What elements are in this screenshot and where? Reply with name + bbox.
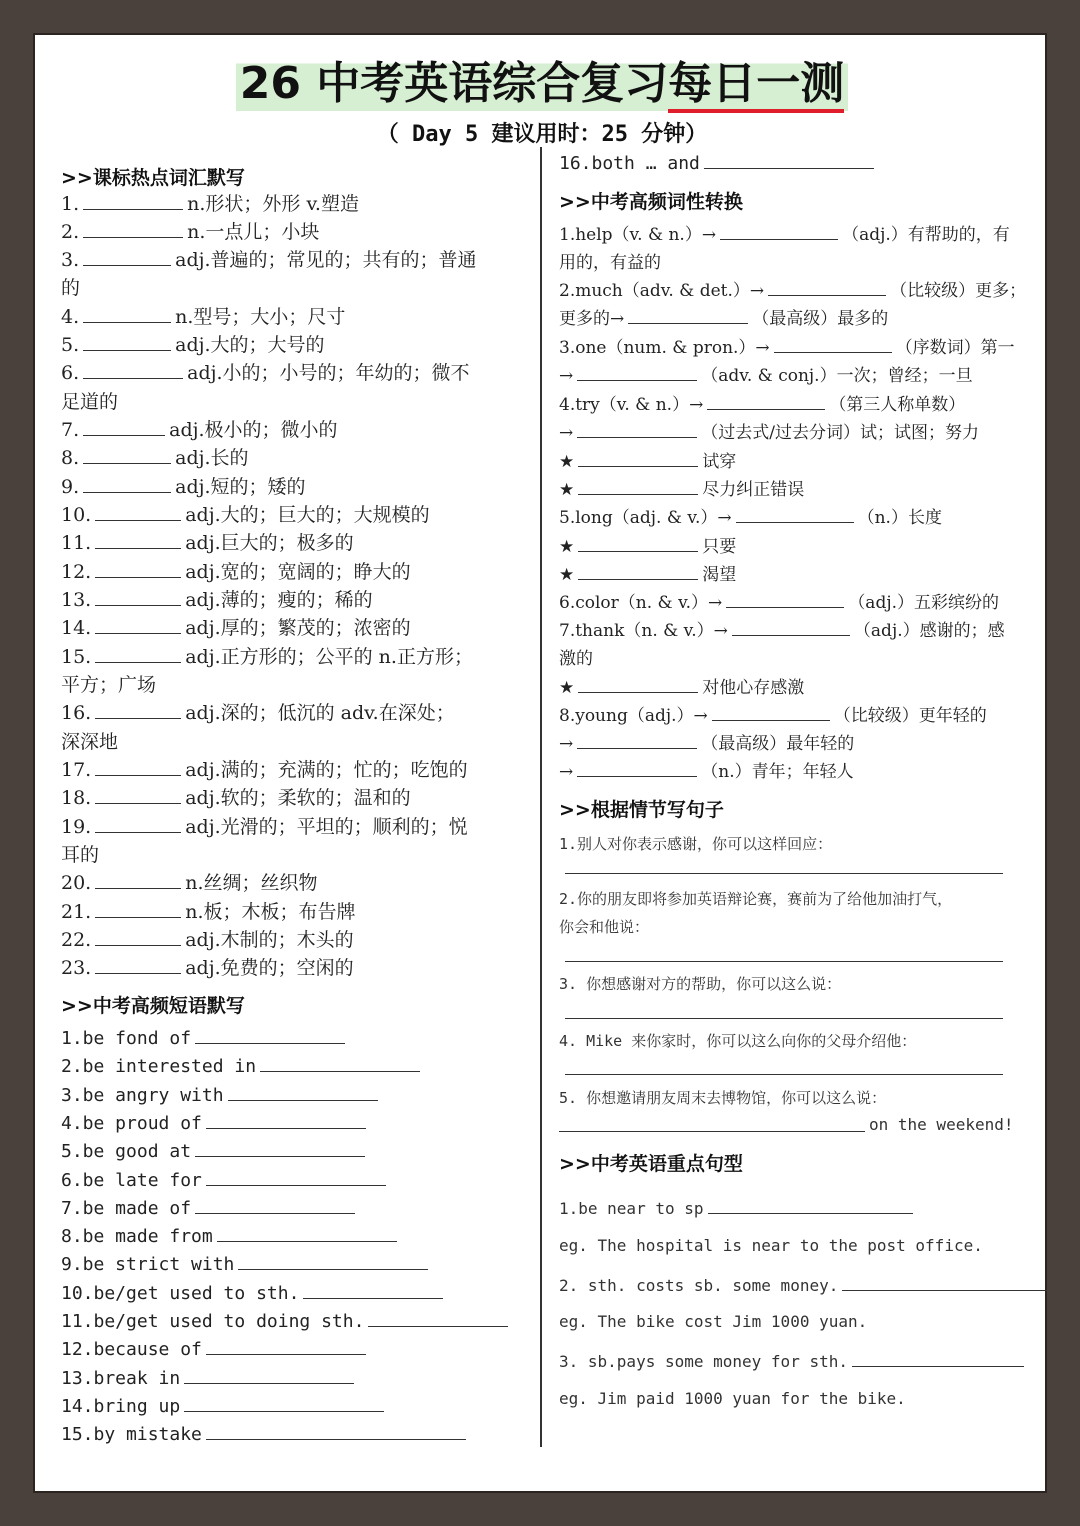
item-definition: adj.木制的；木头的 xyxy=(185,929,354,951)
answer-blank[interactable] xyxy=(578,674,698,693)
sentence-prompt: 你会和他说： xyxy=(559,918,650,936)
answer-blank[interactable] xyxy=(206,1336,366,1355)
conversion-prompt: 2.much（adv. & det.）→ xyxy=(559,281,765,301)
item-definition: adj.薄的；瘦的；稀的 xyxy=(185,589,373,611)
item-definition: n.丝绸；丝织物 xyxy=(185,872,318,894)
answer-blank[interactable] xyxy=(736,504,854,523)
item-definition: adj.小的；小号的；年幼的；微不 xyxy=(187,362,470,384)
conversion-row xyxy=(559,391,965,419)
item-number: 1. xyxy=(61,193,80,215)
sentence-prompt: 5. 你想邀请朋友周末去博物馆，你可以这么说： xyxy=(559,1089,887,1107)
phrase-text: 12.because of xyxy=(61,1339,202,1360)
conversion-hint: 只要 xyxy=(702,537,737,557)
item-definition: 耳的 xyxy=(61,844,100,866)
conversion-hint: 试穿 xyxy=(702,452,737,472)
conversion-hint: （过去式/过去分词）试；试图；努力 xyxy=(701,423,979,443)
answer-blank[interactable] xyxy=(95,814,181,833)
conversion-row xyxy=(559,645,593,673)
vocab-row xyxy=(61,898,356,926)
answer-blank[interactable] xyxy=(704,150,874,169)
conversion-prompt: ★ xyxy=(559,678,575,698)
title-part-2: 综合复习 xyxy=(492,58,669,109)
conversion-prompt: 激的 xyxy=(559,649,593,669)
conversion-hint: 渴望 xyxy=(702,565,737,585)
column-divider xyxy=(540,147,542,1447)
item-definition: adj.深的；低沉的 adv.在深处； xyxy=(185,702,455,724)
item-number: 3. xyxy=(61,249,80,271)
item-number: 7. xyxy=(61,419,80,441)
item-number: 22. xyxy=(61,929,92,951)
vocab-row xyxy=(61,416,338,444)
pattern-text: eg. Jim paid 1000 yuan for the bike. xyxy=(559,1389,906,1408)
subtitle: （ Day 5 建议用时：25 分钟） xyxy=(376,122,708,147)
answer-blank[interactable] xyxy=(578,448,698,467)
phrase-text: 3.be angry with xyxy=(61,1085,224,1106)
answer-blank[interactable] xyxy=(95,502,181,521)
answer-blank[interactable] xyxy=(578,561,698,580)
pattern-text: 2. sth. costs sb. some money. xyxy=(559,1276,839,1295)
worksheet-page xyxy=(33,33,1047,1493)
pattern-row xyxy=(559,1195,917,1223)
sentence-prompt: 4. Mike 来你家时，你可以这么向你的父母介绍他： xyxy=(559,1032,917,1050)
conversion-row xyxy=(559,362,973,390)
item-definition: n.板；木板；布告牌 xyxy=(185,901,356,923)
answer-blank[interactable] xyxy=(732,617,850,636)
conversion-hint: （n.）青年；年轻人 xyxy=(701,762,854,782)
conversion-prompt: 8.young（adj.）→ xyxy=(559,706,708,726)
conversion-row xyxy=(559,305,888,333)
answer-line[interactable] xyxy=(565,873,1003,874)
conversion-prompt: 更多的→ xyxy=(559,309,625,329)
sentence-prompt: 3. 你想感谢对方的帮助，你可以这么说： xyxy=(559,975,842,993)
item-number: 23. xyxy=(61,957,92,979)
answer-line[interactable] xyxy=(565,961,1003,962)
answer-blank[interactable] xyxy=(238,1251,428,1270)
pattern-row xyxy=(559,1232,983,1260)
answer-blank[interactable] xyxy=(260,1053,420,1072)
answer-blank[interactable] xyxy=(95,757,181,776)
conversion-hint: （序数词）第一 xyxy=(895,338,1015,358)
phrase-row xyxy=(61,1082,382,1110)
answer-blank[interactable] xyxy=(842,1272,1047,1291)
answer-blank[interactable] xyxy=(83,332,171,351)
phrase-row xyxy=(61,1336,370,1364)
item-number: 4. xyxy=(61,306,80,328)
phrase-row-16 xyxy=(559,150,878,178)
item-definition: adj.极小的；微小的 xyxy=(169,419,338,441)
vocab-row xyxy=(61,444,249,472)
pattern-text: eg. The hospital is near to the post office. xyxy=(559,1236,983,1255)
conversion-prompt: 6.color（n. & v.）→ xyxy=(559,593,723,613)
vocab-row xyxy=(61,303,345,331)
answer-blank[interactable] xyxy=(206,1167,386,1186)
answer-blank[interactable] xyxy=(83,247,171,266)
phrase-text: 8.be made from xyxy=(61,1226,213,1247)
item-definition: 平方；广场 xyxy=(61,674,157,696)
conversion-hint: （最高级）最年轻的 xyxy=(701,734,855,754)
vocab-row xyxy=(61,331,325,359)
vocab-row xyxy=(61,813,468,841)
phrase-text: 4.be proud of xyxy=(61,1113,202,1134)
conversion-row xyxy=(559,617,1005,645)
item-definition: adj.大的；大号的 xyxy=(175,334,325,356)
vocab-row xyxy=(61,841,99,869)
phrase-row xyxy=(61,1280,447,1308)
answer-blank[interactable] xyxy=(195,1195,355,1214)
conversion-hint: （n.）长度 xyxy=(857,508,942,528)
vocab-row xyxy=(61,671,156,699)
item-definition: adj.长的 xyxy=(175,447,249,469)
conversion-prompt: 1.help（v. & n.）→ xyxy=(559,225,717,245)
vocab-row xyxy=(61,558,411,586)
vocab-row xyxy=(61,218,319,246)
phrase-row xyxy=(61,1365,358,1393)
conversion-hint: 尽力纠正错误 xyxy=(702,480,805,500)
vocab-row xyxy=(61,274,80,302)
answer-blank[interactable] xyxy=(628,305,748,324)
conversion-prompt: 4.try（v. & n.）→ xyxy=(559,395,704,415)
phrase-text: 9.be strict with xyxy=(61,1254,235,1275)
pattern-text: 3. sb.pays some money for sth. xyxy=(559,1352,848,1371)
phrase-row xyxy=(61,1308,512,1336)
item-definition: n.一点儿；小块 xyxy=(187,221,320,243)
answer-blank[interactable] xyxy=(206,1110,366,1129)
answer-blank[interactable] xyxy=(707,391,825,410)
answer-blank[interactable] xyxy=(768,277,886,296)
answer-blank[interactable] xyxy=(83,191,183,210)
vocab-row xyxy=(61,643,473,671)
answer-line[interactable] xyxy=(559,1131,865,1132)
conversion-hint: 对他心存感激 xyxy=(702,678,805,698)
answer-blank[interactable] xyxy=(726,589,844,608)
item-definition: n.形状；外形 v.塑造 xyxy=(187,193,359,215)
answer-blank[interactable] xyxy=(83,417,165,436)
answer-blank[interactable] xyxy=(577,362,697,381)
title-part-3: 每日一测 xyxy=(668,58,844,113)
item-number: 21. xyxy=(61,901,92,923)
conversion-hint: （比较级）更多； xyxy=(890,281,1027,301)
answer-blank[interactable] xyxy=(228,1082,378,1101)
answer-blank[interactable] xyxy=(577,758,697,777)
item-definition: adj.普遍的；常见的；共有的；普通 xyxy=(175,249,477,271)
vocab-row xyxy=(61,473,306,501)
vocab-row xyxy=(61,756,468,784)
conversion-row xyxy=(559,419,979,447)
section-title-patterns: >>中考英语重点句型 xyxy=(559,1153,743,1175)
item-number: 13. xyxy=(61,589,92,611)
pattern-row xyxy=(559,1308,867,1336)
vocab-row xyxy=(61,190,359,218)
phrase-text: 14.bring up xyxy=(61,1396,181,1417)
phrase-row xyxy=(61,1223,401,1251)
conversion-hint: （最高级）最多的 xyxy=(752,309,889,329)
section-title-sentences: >>根据情节写句子 xyxy=(559,799,724,821)
answer-blank[interactable] xyxy=(368,1308,508,1327)
answer-line[interactable] xyxy=(565,1018,1003,1019)
title-part-1: 26 中考英语 xyxy=(239,58,493,109)
conversion-row xyxy=(559,249,661,277)
item-number: 17. xyxy=(61,759,92,781)
conversion-hint: （第三人称单数） xyxy=(829,395,966,415)
item-number: 8. xyxy=(61,447,80,469)
vocab-row xyxy=(61,784,411,812)
vocab-row xyxy=(61,614,411,642)
item-definition: adj.巨大的；极多的 xyxy=(185,532,354,554)
pattern-row xyxy=(559,1385,906,1413)
weekend-text: on the weekend! xyxy=(869,1115,1014,1134)
answer-blank[interactable] xyxy=(95,615,181,634)
vocab-row xyxy=(61,586,373,614)
item-definition: adj.大的；巨大的；大规模的 xyxy=(185,504,430,526)
answer-blank[interactable] xyxy=(577,730,697,749)
page-title xyxy=(35,57,1049,111)
vocab-row xyxy=(61,869,318,897)
conversion-hint: （adj.）感谢的；感 xyxy=(853,621,1005,641)
section-title-conversion: >>中考高频词性转换 xyxy=(559,191,743,213)
conversion-prompt: ★ xyxy=(559,452,575,472)
phrase-text: 16.both … and xyxy=(559,153,700,174)
conversion-prompt: ★ xyxy=(559,537,575,557)
phrase-text: 2.be interested in xyxy=(61,1056,257,1077)
conversion-row xyxy=(559,674,804,702)
answer-blank[interactable] xyxy=(95,955,181,974)
item-definition: adj.厚的；繁茂的；浓密的 xyxy=(185,617,411,639)
answer-blank[interactable] xyxy=(578,476,698,495)
answer-blank[interactable] xyxy=(95,927,181,946)
conversion-row xyxy=(559,533,736,561)
conversion-hint: （adv. & conj.）一次；曾经；一旦 xyxy=(701,366,973,386)
conversion-row xyxy=(559,730,854,758)
pattern-text: 1.be near to sp xyxy=(559,1199,704,1218)
phrase-text: 7.be made of xyxy=(61,1198,192,1219)
item-number: 19. xyxy=(61,816,92,838)
item-definition: adj.短的；矮的 xyxy=(175,476,306,498)
sentence-prompt: 2.你的朋友即将参加英语辩论赛，赛前为了给他加油打气， xyxy=(559,890,953,908)
answer-blank[interactable] xyxy=(217,1223,397,1242)
item-definition: adj.光滑的；平坦的；顺利的；悦 xyxy=(185,816,468,838)
vocab-row xyxy=(61,954,354,982)
conversion-prompt: 5.long（adj. & v.）→ xyxy=(559,508,732,528)
item-definition: 的 xyxy=(61,277,81,299)
vocab-row xyxy=(61,501,430,529)
item-definition: adj.免费的；空闲的 xyxy=(185,957,354,979)
conversion-prompt: → xyxy=(559,423,574,443)
conversion-row xyxy=(559,702,987,730)
pattern-text: eg. The bike cost Jim 1000 yuan. xyxy=(559,1312,868,1331)
item-definition: adj.正方形的；公平的 n.正方形； xyxy=(185,646,473,668)
vocab-row xyxy=(61,246,477,274)
conversion-row xyxy=(559,334,1015,362)
section-title-phrases: >>中考高频短语默写 xyxy=(61,995,245,1017)
conversion-row xyxy=(559,448,736,476)
answer-blank[interactable] xyxy=(303,1280,443,1299)
vocab-row xyxy=(61,529,354,557)
conversion-row xyxy=(559,561,736,589)
phrase-text: 5.be good at xyxy=(61,1141,192,1162)
item-number: 11. xyxy=(61,532,92,554)
item-definition: n.型号；大小；尺寸 xyxy=(175,306,346,328)
section-title-vocab: >>课标热点词汇默写 xyxy=(61,167,245,189)
conversion-prompt: 7.thank（n. & v.）→ xyxy=(559,621,728,641)
vocab-row xyxy=(61,728,118,756)
phrase-row xyxy=(61,1025,349,1053)
answer-blank[interactable] xyxy=(774,334,892,353)
answer-blank[interactable] xyxy=(83,474,171,493)
answer-blank[interactable] xyxy=(712,702,830,721)
answer-blank[interactable] xyxy=(95,700,181,719)
phrase-text: 13.break in xyxy=(61,1368,181,1389)
conversion-row xyxy=(559,277,1026,305)
item-number: 6. xyxy=(61,362,80,384)
phrase-text: 15.by mistake xyxy=(61,1424,202,1445)
conversion-row xyxy=(559,221,1010,249)
answer-blank[interactable] xyxy=(720,221,838,240)
phrase-row xyxy=(61,1195,359,1223)
item-number: 16. xyxy=(61,702,92,724)
answer-blank[interactable] xyxy=(195,1025,345,1044)
answer-blank[interactable] xyxy=(95,530,181,549)
conversion-row xyxy=(559,476,804,504)
phrase-row xyxy=(61,1138,369,1166)
answer-blank[interactable] xyxy=(83,360,183,379)
conversion-row xyxy=(559,504,942,532)
phrase-text: 10.be/get used to sth. xyxy=(61,1283,300,1304)
pattern-row xyxy=(559,1272,1051,1300)
conversion-hint: （adj.）有帮助的，有 xyxy=(842,225,1010,245)
vocab-row xyxy=(61,699,455,727)
sentence-prompt: 1.别人对你表示感谢，你可以这样回应： xyxy=(559,835,833,853)
item-definition: adj.满的；充满的；忙的；吃饱的 xyxy=(185,759,468,781)
item-number: 9. xyxy=(61,476,80,498)
item-number: 15. xyxy=(61,646,92,668)
answer-blank[interactable] xyxy=(184,1365,354,1384)
item-number: 10. xyxy=(61,504,92,526)
answer-blank[interactable] xyxy=(83,219,183,238)
conversion-prompt: → xyxy=(559,762,574,782)
answer-blank[interactable] xyxy=(95,644,181,663)
item-number: 5. xyxy=(61,334,80,356)
answer-blank[interactable] xyxy=(852,1348,1024,1367)
answer-blank[interactable] xyxy=(95,785,181,804)
phrase-text: 6.be late for xyxy=(61,1170,202,1191)
answer-blank[interactable] xyxy=(708,1195,913,1214)
item-number: 12. xyxy=(61,561,92,583)
answer-blank[interactable] xyxy=(95,559,181,578)
item-definition: adj.宽的；宽阔的；睁大的 xyxy=(185,561,411,583)
phrase-row xyxy=(61,1167,390,1195)
answer-blank[interactable] xyxy=(83,445,171,464)
conversion-prompt: 3.one（num. & pron.）→ xyxy=(559,338,770,358)
answer-line[interactable] xyxy=(565,1074,1003,1075)
conversion-row xyxy=(559,758,854,786)
answer-blank[interactable] xyxy=(95,899,181,918)
phrase-text: 11.be/get used to doing sth. xyxy=(61,1311,365,1332)
item-definition: adj.软的；柔软的；温和的 xyxy=(185,787,411,809)
conversion-prompt: ★ xyxy=(559,480,575,500)
vocab-row xyxy=(61,359,470,387)
phrase-row xyxy=(61,1421,470,1449)
answer-blank[interactable] xyxy=(184,1393,384,1412)
answer-blank[interactable] xyxy=(206,1421,466,1440)
answer-blank[interactable] xyxy=(577,419,697,438)
conversion-row xyxy=(559,589,999,617)
conversion-prompt: ★ xyxy=(559,565,575,585)
item-number: 2. xyxy=(61,221,80,243)
item-definition: 深深地 xyxy=(61,731,119,753)
item-number: 14. xyxy=(61,617,92,639)
phrase-row xyxy=(61,1053,424,1081)
phrase-text: 1.be fond of xyxy=(61,1028,192,1049)
conversion-prompt: → xyxy=(559,734,574,754)
phrase-row xyxy=(61,1110,370,1138)
answer-blank[interactable] xyxy=(83,304,171,323)
answer-blank[interactable] xyxy=(578,533,698,552)
conversion-hint: （比较级）更年轻的 xyxy=(833,706,987,726)
item-definition: 足道的 xyxy=(61,391,119,413)
conversion-hint: （adj.）五彩缤纷的 xyxy=(848,593,1000,613)
vocab-row xyxy=(61,388,118,416)
phrase-row xyxy=(61,1393,388,1421)
conversion-prompt: 用的，有益的 xyxy=(559,253,661,273)
item-number: 18. xyxy=(61,787,92,809)
answer-blank[interactable] xyxy=(95,870,181,889)
answer-blank[interactable] xyxy=(95,587,181,606)
pattern-row xyxy=(559,1348,1028,1376)
vocab-row xyxy=(61,926,354,954)
item-number: 20. xyxy=(61,872,92,894)
conversion-prompt: → xyxy=(559,366,574,386)
answer-blank[interactable] xyxy=(195,1138,365,1157)
phrase-row xyxy=(61,1251,432,1279)
